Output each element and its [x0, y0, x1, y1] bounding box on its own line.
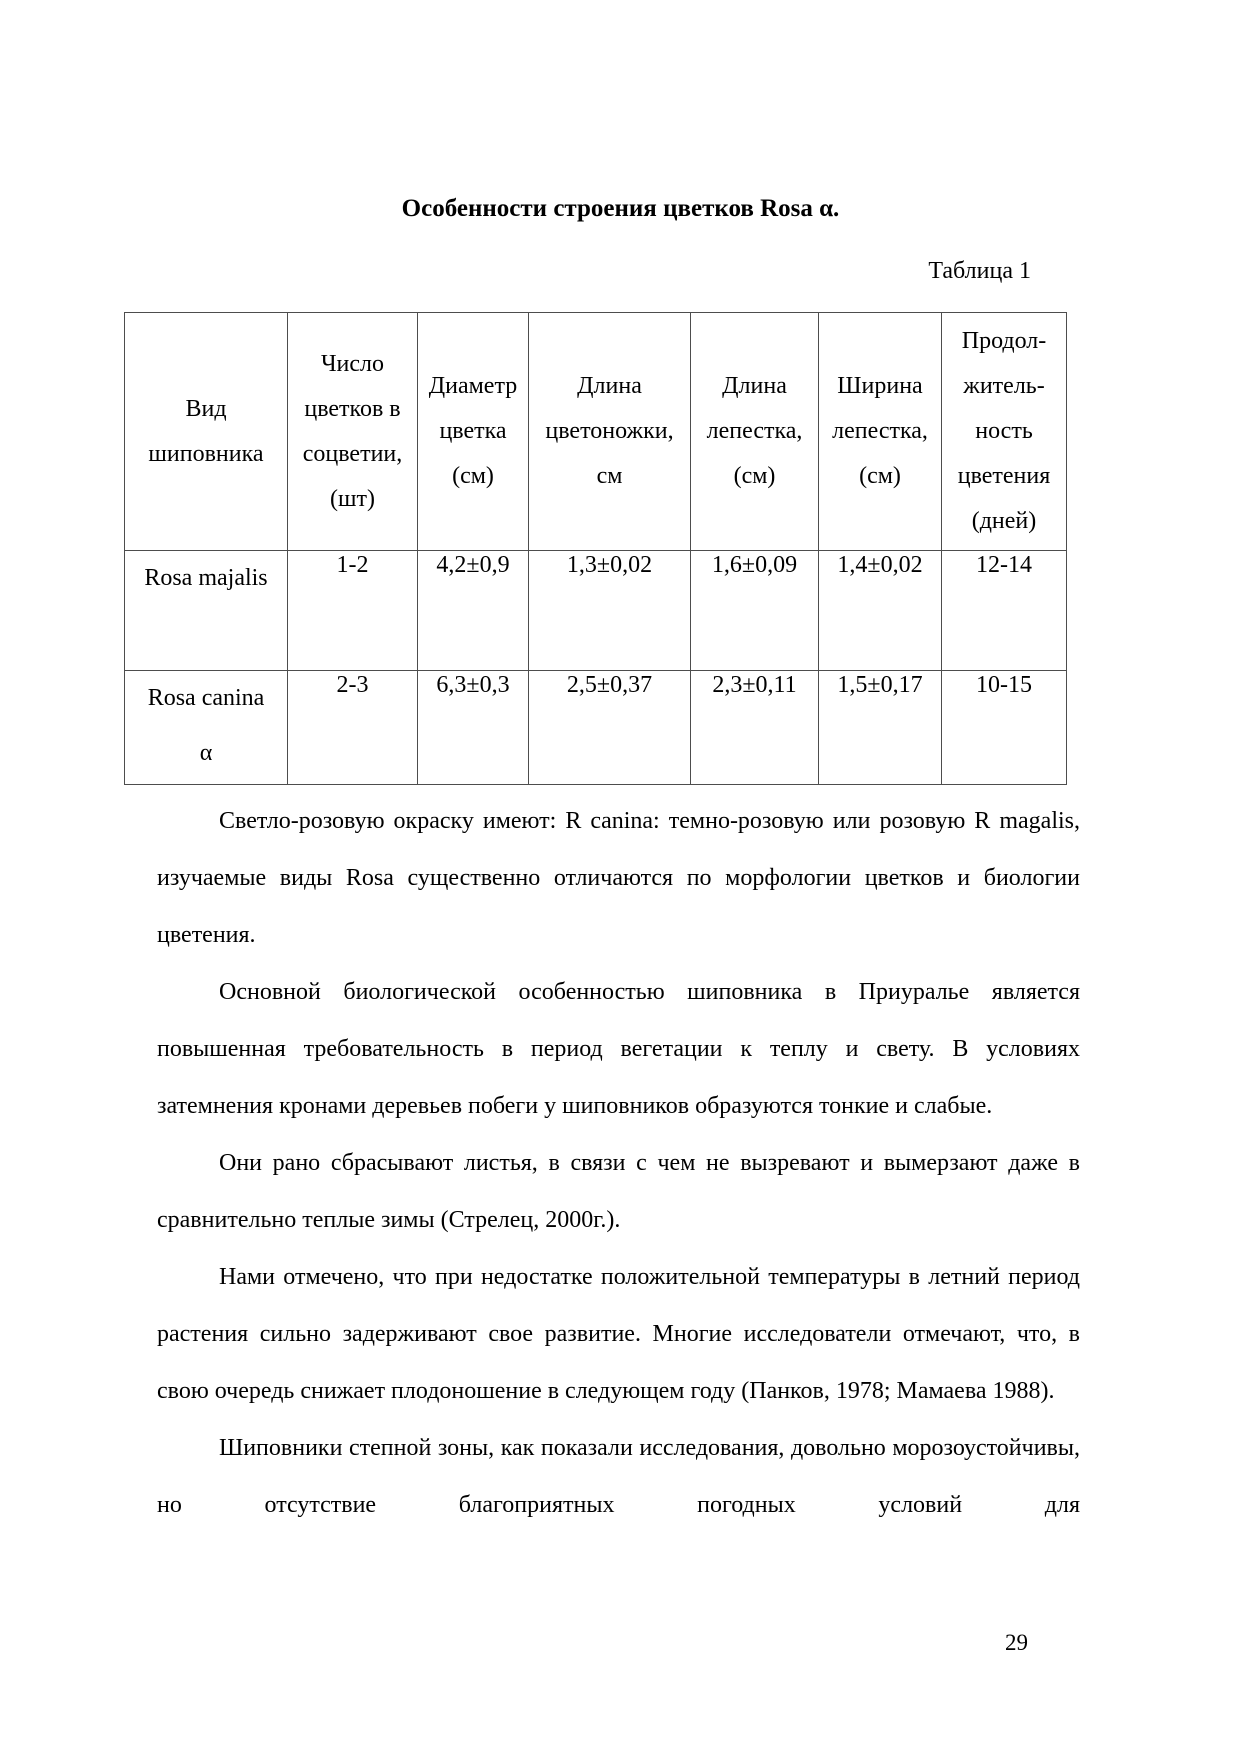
paragraph-4: Нами отмечено, что при недостатке положительной температуры в летний период растения сильно задерживают свое развитие. Многие исследователи отмечают, что, в свою очередь снижает плодоношение в следующем году (Панков, 1978; Мамаева 1988).: [157, 1264, 1080, 1404]
column-header-flower-count: [288, 313, 418, 551]
page-title: Особенности строения цветков Rosa α.: [401, 195, 840, 222]
column-header-flower-diameter: [418, 313, 529, 551]
header-line: (см): [733, 463, 776, 489]
header-line: Число: [320, 350, 385, 377]
header-line: лепестка,: [706, 418, 803, 444]
header-line: Диаметр: [428, 373, 518, 399]
header-line: (шт): [330, 485, 375, 512]
species-name-line: Rosa majalis: [144, 565, 268, 591]
value-cell: 2,5±0,37: [529, 671, 691, 785]
column-header-flowering-duration: [942, 313, 1067, 551]
page-number: 29: [1005, 1630, 1028, 1655]
table-row-rosa-majalis: [125, 551, 1067, 671]
header-line: Длина: [577, 373, 642, 399]
header-line: цветоножки,: [545, 418, 674, 444]
flower-measurements-table: [124, 312, 1067, 785]
value-cell: 1-2: [288, 551, 418, 671]
species-cell: [125, 551, 288, 671]
table-header-row: [125, 313, 1067, 551]
header-line: цветков в: [304, 395, 401, 422]
table-row-rosa-canina: [125, 671, 1067, 785]
header-line: ность: [975, 418, 1033, 444]
header-line: соцветии,: [302, 440, 403, 467]
header-line: см: [596, 463, 623, 489]
column-header-petal-length: [691, 313, 819, 551]
paragraph-2: Основной биологической особенностью шиповника в Приуралье является повышенная требовательность в период вегетации к теплу и свету. В условиях затемнения кронами деревьев побеги у шиповников образуются тонкие и слабые.: [157, 979, 1080, 1119]
value-cell: 2-3: [288, 671, 418, 785]
header-line: Вид: [185, 395, 227, 422]
header-line: лепестка,: [832, 418, 928, 444]
header-line: цветка: [439, 418, 507, 444]
body-text: [157, 793, 1080, 1534]
paragraph-3: Они рано сбрасывают листья, в связи с чем не вызревают и вымерзают даже в сравнительно теплые зимы (Стрелец, 2000г.).: [157, 1150, 1080, 1233]
value-cell: 10-15: [942, 671, 1067, 785]
value-cell: 2,3±0,11: [691, 671, 819, 785]
paragraph-1: Светло-розовую окраску имеют: R canina: темно-розовую или розовую R magalis, изучаемые виды Rosa существенно отличаются по морфологии цветков и биологии цветения.: [157, 808, 1080, 948]
header-line: житель-: [963, 373, 1045, 399]
value-cell: 1,4±0,02: [819, 551, 942, 671]
header-line: Ширина: [837, 373, 923, 399]
value-cell: 1,3±0,02: [529, 551, 691, 671]
value-cell: 12-14: [942, 551, 1067, 671]
header-line: (дней): [971, 508, 1037, 534]
header-line: (см): [452, 463, 494, 489]
header-line: шиповника: [148, 440, 264, 467]
value-cell: 1,5±0,17: [819, 671, 942, 785]
value-cell: 1,6±0,09: [691, 551, 819, 671]
table-caption: Таблица 1: [928, 258, 1031, 284]
header-line: (см): [859, 463, 901, 489]
value-cell: 4,2±0,9: [418, 551, 529, 671]
column-header-pedicel-length: [529, 313, 691, 551]
species-cell: [125, 671, 288, 785]
paragraph-5: Шиповники степной зоны, как показали исследования, довольно морозоустойчивы, но отсутствие благоприятных погодных условий для: [157, 1435, 1080, 1518]
header-line: Длина: [722, 373, 787, 399]
column-header-petal-width: [819, 313, 942, 551]
value-cell: 6,3±0,3: [418, 671, 529, 785]
header-line: цветения: [957, 463, 1051, 489]
species-name-line: α: [199, 740, 213, 766]
species-name-line: Rosa canina: [147, 685, 265, 711]
column-header-species: [125, 313, 288, 551]
header-line: Продол-: [961, 328, 1047, 354]
